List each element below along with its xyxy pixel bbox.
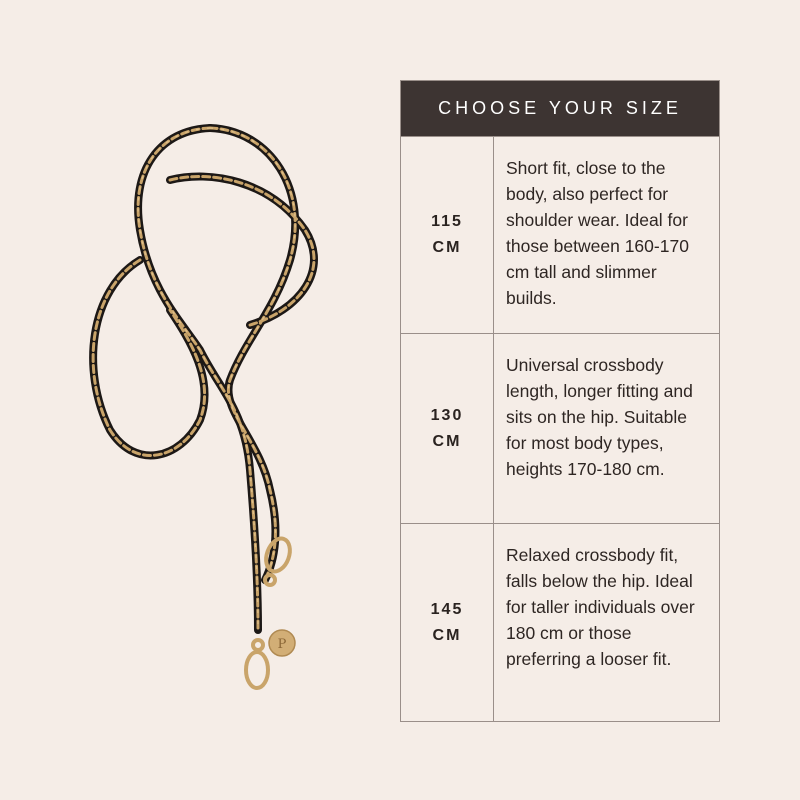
size-unit: CM [432,432,462,450]
charm-letter: P [277,637,287,652]
size-label [401,524,494,721]
size-value: 145 [430,600,464,618]
size-label [401,137,494,333]
logo-charm [269,630,295,656]
size-value: 115 [431,213,463,230]
size-chart [400,80,720,722]
size-value: 130 [430,406,464,424]
size-description: Relaxed crossbody fit, falls below the hip. Ideal for taller individuals over 180 cm or those preferring a looser fit. [506,545,695,669]
size-chart-title: CHOOSE YOUR SIZE [401,81,719,136]
size-row-115 [401,136,719,333]
size-unit: CM [432,239,462,256]
size-unit: CM [432,626,462,644]
size-description: Universal crossbody length, longer fitting and sits on the hip. Suitable for most body types, heights 170-180 cm. [506,355,693,479]
size-description: Short fit, close to the body, also perfect for shoulder wear. Ideal for those between 160-170 cm tall and slimmer builds. [506,158,689,308]
size-row-130 [401,333,719,523]
chain-strap-image [70,110,360,710]
size-row-145 [401,523,719,721]
lobster-clasp-lower [246,640,268,688]
size-label [401,334,494,523]
